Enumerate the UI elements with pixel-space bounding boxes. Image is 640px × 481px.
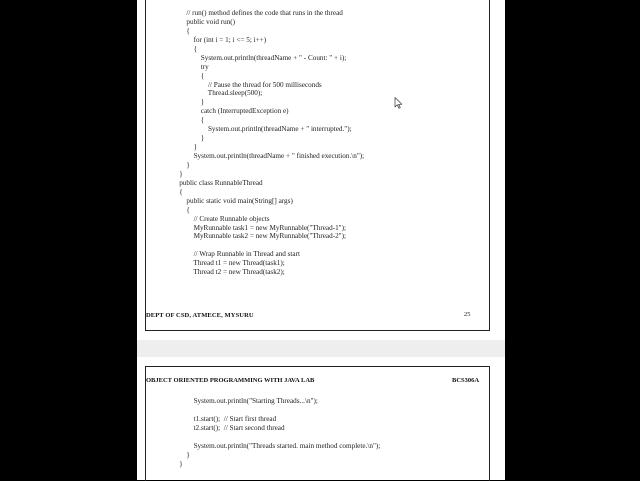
- code-line: MyRunnable task1 = new MyRunnable("Thread-1");: [172, 223, 347, 232]
- code-line: System.out.println(threadName + " - Count: " + i);: [172, 53, 347, 62]
- code-line: // Wrap Runnable in Thread and start: [172, 250, 300, 259]
- code-line: public void run(): [172, 17, 236, 26]
- code-line: t1.start(); // Start first thread: [172, 414, 277, 423]
- code-line: [172, 433, 380, 442]
- code-line: {: [172, 71, 205, 80]
- code-line: System.out.println("Threads started. main method complete.\n");: [172, 441, 381, 450]
- code-line: }: [172, 134, 205, 143]
- code-line: [172, 406, 380, 415]
- code-line: for (int i = 1; i <= 5; i++): [172, 35, 267, 44]
- code-line: MyRunnable task2 = new MyRunnable("Thread-2");: [172, 232, 347, 241]
- code-line: public static void main(String[] args): [172, 196, 293, 205]
- code-line: {: [172, 26, 190, 35]
- code-line: }: [172, 98, 205, 107]
- code-line: catch (InterruptedException e): [172, 107, 289, 116]
- code-line: {: [172, 205, 190, 214]
- code-line: // Create Runnable objects: [172, 214, 270, 223]
- code-line: {: [172, 187, 183, 196]
- page-footer-department: DEPT OF CSD, ATMECE, MYSURU: [146, 312, 254, 319]
- code-line: System.out.println("Starting Threads...\n");: [172, 397, 318, 405]
- code-line: }: [172, 169, 183, 178]
- code-line: try: [172, 62, 209, 71]
- code-line: public class RunnableThread: [172, 178, 263, 187]
- code-line: // run() method defines the code that runs in the thread: [172, 9, 343, 17]
- page-gap: [137, 340, 505, 357]
- page-number: 25: [464, 311, 471, 318]
- code-listing: [172, 9, 364, 277]
- code-line: {: [172, 44, 198, 53]
- mouse-pointer-icon: [394, 97, 403, 109]
- code-line: Thread t1 = new Thread(task1);: [172, 259, 285, 268]
- code-line: Thread t2 = new Thread(task2);: [172, 268, 285, 277]
- code-line: }: [172, 160, 190, 169]
- page-header-title: OBJECT ORIENTED PROGRAMMING WITH JAVA LAB: [146, 377, 315, 384]
- code-line: }: [172, 143, 198, 152]
- code-listing: [172, 397, 380, 469]
- code-line: System.out.println(threadName + " finished execution.\n");: [172, 152, 365, 160]
- code-line: }: [172, 459, 183, 468]
- page-header-course-code: BCS306A: [452, 377, 480, 384]
- code-line: t2.start(); // Start second thread: [172, 423, 285, 432]
- code-line: }: [172, 450, 190, 459]
- code-line: Thread.sleep(500);: [172, 89, 263, 98]
- code-line: {: [172, 116, 205, 125]
- code-line: [172, 241, 364, 250]
- code-line: System.out.println(threadName + " interrupted.");: [172, 125, 352, 134]
- code-line: // Pause the thread for 500 milliseconds: [172, 80, 322, 89]
